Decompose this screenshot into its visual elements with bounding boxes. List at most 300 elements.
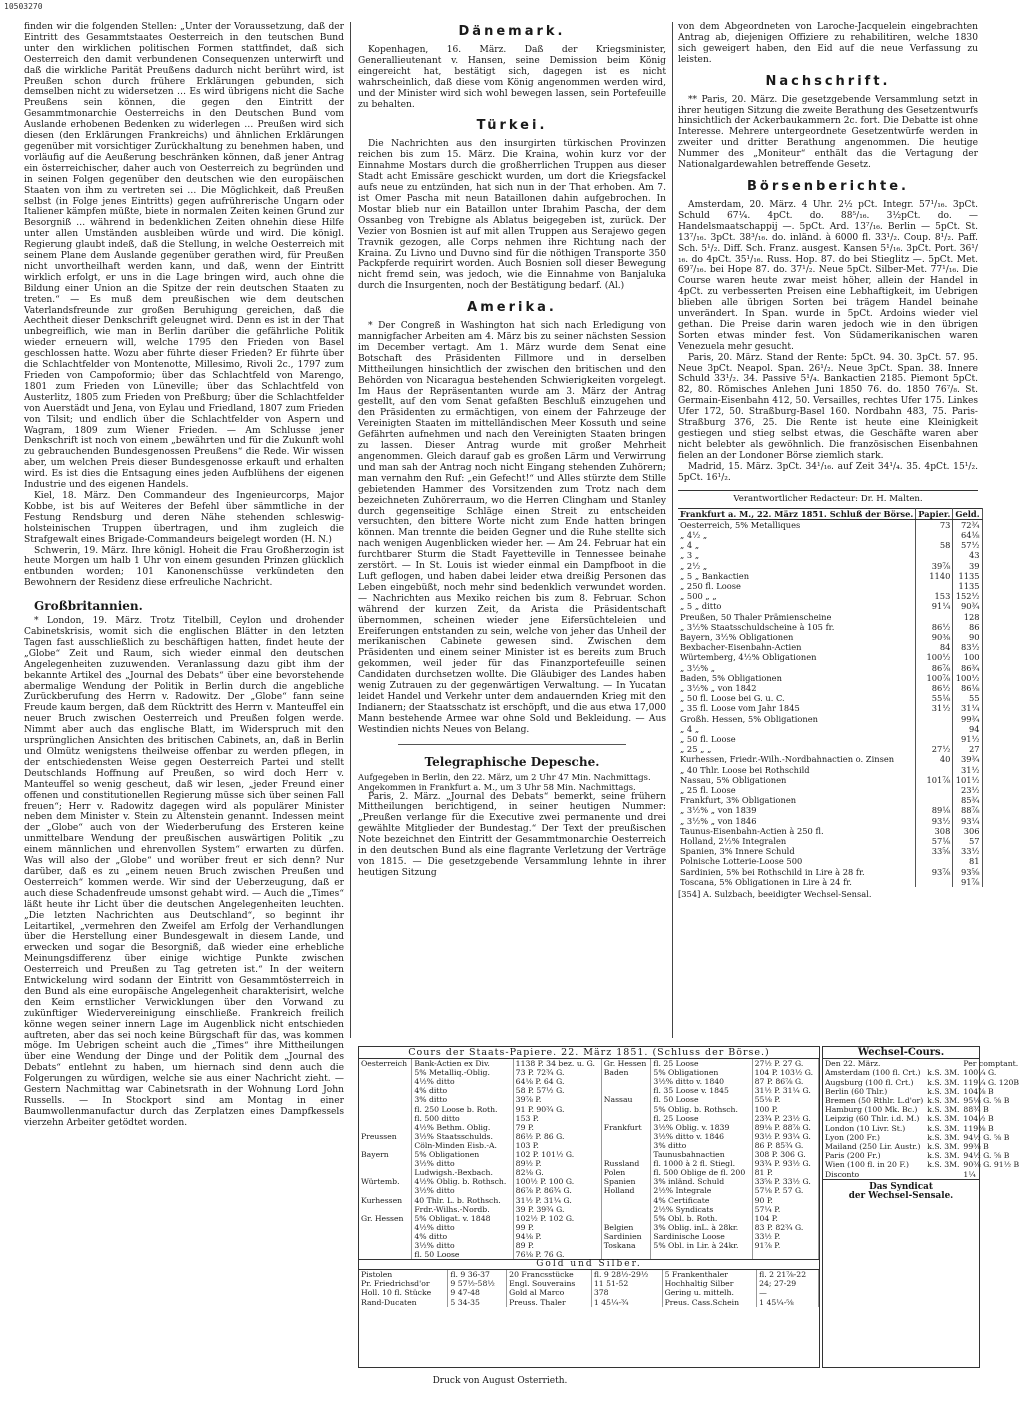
separator xyxy=(398,744,626,745)
table-cell: 93¼ xyxy=(953,816,982,826)
table-cell: fl. 1000 à 2 fl. Stiegl. xyxy=(651,1159,752,1168)
table-cell: 4% ditto xyxy=(412,1086,513,1095)
table-cell xyxy=(601,1077,651,1086)
table-cell: Nassau, 5% Obligationen xyxy=(678,775,916,785)
table-cell: 91¼ xyxy=(916,601,953,611)
table-title: Frankfurt a. M., 22. März 1851. Schluß der Börse. xyxy=(678,508,916,519)
table-cell xyxy=(752,1250,818,1259)
table-cell: — xyxy=(757,1288,819,1297)
table-cell: 27 xyxy=(953,744,982,754)
table-cell: Ludwigsh.-Bexbach. xyxy=(412,1168,513,1177)
section-heading-tuerkei: Türkei. xyxy=(476,118,548,134)
table-cell: 104 P. 103½ G. xyxy=(752,1068,818,1077)
table-cell: 33⅝ xyxy=(916,846,953,856)
printer-imprint: Druck von August Osterrieth. xyxy=(432,1376,568,1386)
table-cell: Spanien xyxy=(601,1177,651,1186)
table-cell xyxy=(916,530,953,540)
table-cell: 20 Francsstücke xyxy=(507,1270,592,1279)
table-cell: 31½ P. 31¼ G. xyxy=(513,1196,601,1205)
sensal-signature: [354] A. Sulzbach, beeidigter Wechsel-Sensal. xyxy=(678,889,872,900)
table-cell: 83 P. 82¾ G. xyxy=(752,1223,818,1232)
telegraph-received: Angekommen in Frankfurt a. M., um 3 Uhr 58 Min. Nachmittags. xyxy=(358,781,636,792)
table-row xyxy=(359,1250,819,1259)
table-row xyxy=(678,877,982,887)
table-row xyxy=(359,1059,819,1068)
table-cell: 5% Obl. in Lir. à 24kr. xyxy=(651,1241,752,1250)
table-cell: 86 xyxy=(953,622,982,632)
table-cell: Holland xyxy=(601,1186,651,1195)
column-rule xyxy=(672,22,673,1038)
table-cell: 64⅛ P. 64 G. xyxy=(513,1077,601,1086)
table-cell: 3½% ditto v. 1846 xyxy=(651,1132,752,1141)
table-cell: 5 Frankenthaler xyxy=(662,1270,757,1279)
table-cell: 76⅛ P. 76 G. xyxy=(513,1250,601,1259)
gold-silber-title: Gold und Silber. xyxy=(359,1259,819,1270)
table-row xyxy=(678,642,982,652)
table-cell: Sardinische Loose xyxy=(651,1232,752,1241)
table-cell: k.S. 3M. xyxy=(927,1114,960,1124)
table-row xyxy=(359,1205,819,1214)
table-cell: Belgien xyxy=(601,1223,651,1232)
table-cell: k.S. 3M. xyxy=(927,1105,960,1115)
table-cell: 1135 xyxy=(953,581,982,591)
table-cell: 88¾ B xyxy=(963,1105,989,1115)
article-paragraph: finden wir die folgenden Stellen: „Unter der Voraussetzung, daß der Eintritt des Gesammtstaates Oesterreich in den teutschen Bund unter den wirklichen politischen Formen stattfindet, daß sich Oesterreich den damit verbundenen Consequenzen unterwirft und daß die wirkliche Parität Preußens dadurch nicht berührt wird, ist Preußen schon durch frühere Erklärungen gebunden, sich demselben nicht zu widersetzen … Es wird übrigens nicht die Sache Preußens sein können, die gegen den Eintritt der Gesammtmonarchie Oesterreichs in den Deutschen Bund vom Auslande erhobenen Bedenken zu widerlegen … Preußen wird sich diesen (den Erklärungen Frankreichs) und ähnlichen Erklärungen gegenüber mit vorsichtiger Zurückhaltung zu benehmen haben, und vorläufig auf die Aeußerung beschränken können, daß jener Antrag ein österreichischer, daher auch von Oesterreich zu begründen und in seinen Folgen gegenüber den deutschen wie den europäischen Staaten von ihm zu vertreten sei … Die Möglichkeit, daß Preußen selbst (in Folge jenes Eintritts) gegen aufrührerische Ungarn oder Italiener kämpfen müßte, biete in normalen Zeiten keinen Grund zur Besorgniß … während in bedenklichen Zeiten ohnehin diese Hilfe unter allen Umständen ausbleiben würde und wird. Die königl. Regierung glaubt indeß, daß die Stellung, in welche Oesterreich mit seinem Plane dem Auslande gegenüber gerathen wird, für Preußen nicht unvortheilhaft werden kann, und daß, wenn der Eintritt wirklich erfolgt, er uns in die Lage bringen wird, auch ohne die Bildung einer Union an die Spitze der rein deutschen Staaten zu treten.“ — Es muß dem preußischen wie dem deutschen Vaterlandsfreunde zur großen Beruhigung gereichen, daß die Aechtheit dieser Denkschrift geleugnet wird. Denn es ist in der That unbegreiflich, wie man in Berlin darüber die gefährliche Politik wieder erneuern will, welche 1795 den Frieden von Basel geschlossen hatte. Wozu aber führte dieser Frieden? Er führte über die Schlachtfelder von Montenotte, Millesimo, Rivoli 2c., 1797 zum Frieden von Campoformio; über das Schlachtfeld von Marengo, 1801 zum Frieden von Lüneville; über das Schlachtfeld von Austerlitz, 1805 zum Frieden von Preßburg; über die Schlachtfelder von Auerstädt und Jena, von Eylau und Friedland, 1807 zum Frieden von Tilsit; und endlich über die Schlachtfelder von Aspern und Wagram, 1809 zum Wiener Frieden. — Am Schlusse jener Denkschrift ist noch von einem „bewährten und für die Zukunft wohl zu gebrauchenden Bundesgenossen Preußens“ die Rede. Wir wissen aber, um welchen Preis dieser Bundesgenosse erkauft und erhalten wird. Es ist dies die Entsagung eines jeden Aufblühens der eigenen Industrie und des eigenen Handels. xyxy=(24,22,344,491)
table-row xyxy=(678,622,982,632)
table-cell: 33⅝ P. 33½ G. xyxy=(752,1177,818,1186)
table-cell: Paris (200 Fr.) xyxy=(825,1151,881,1161)
table-cell: k.S. 3M. xyxy=(927,1142,960,1152)
table-cell: 1140 xyxy=(916,571,953,581)
table-cell: 90 xyxy=(953,632,982,642)
table-row xyxy=(359,1168,819,1177)
table-cell: Russland xyxy=(601,1159,651,1168)
table-cell: 4½% Oblig. b. Rothsch. xyxy=(412,1177,513,1186)
table-cell xyxy=(601,1086,651,1095)
table-cell: 58 P. 57½ G. xyxy=(513,1086,601,1095)
section-heading-boersenberichte: Börsenberichte. xyxy=(747,178,909,194)
table-row xyxy=(678,826,982,836)
table-cell: Mailand (250 Lir. Austr.) xyxy=(825,1142,921,1152)
table-cell: „ 25 fl. Loose xyxy=(678,785,916,795)
table-cell: 94 xyxy=(953,724,982,734)
table-row xyxy=(823,1142,1021,1151)
table-cell: 3½% ditto v. 1840 xyxy=(651,1077,752,1086)
table-cell: 31½ xyxy=(916,703,953,713)
table-cell: 5% Obligationen xyxy=(412,1150,513,1159)
table-row xyxy=(359,1105,819,1114)
table-cell: „ 5 „ ditto xyxy=(678,601,916,611)
table-row xyxy=(359,1288,819,1297)
column-rule xyxy=(350,22,351,1038)
table-cell: 86⅞ xyxy=(916,663,953,673)
table-cell: Pistolen xyxy=(359,1270,448,1279)
table-row xyxy=(678,765,982,775)
table-cell: 4½% Bethm. Oblig. xyxy=(412,1123,513,1132)
table-cell: 101½ xyxy=(953,775,982,785)
article-kopenhagen: Kopenhagen, 16. März. Daß der Kriegsminister, Generallieutenant v. Hansen, seine Demission beim König eingereicht hat, bestätigt sich, dagegen ist es nicht wahrscheinlich, daß diese vom König angenommen werden wird, und der Minister wird sich wohl bewegen lassen, sein Portefeuille zu behalten. xyxy=(358,45,666,110)
table-row xyxy=(359,1114,819,1123)
table-cell: Amsterdam (100 fl. Crt.) xyxy=(825,1068,921,1078)
table-row xyxy=(678,714,982,724)
table-cell: 1 45¼-⅝ xyxy=(757,1298,819,1307)
table-row xyxy=(359,1298,819,1307)
table-cell: 55⅛ xyxy=(916,693,953,703)
table-cell: Toskana xyxy=(601,1241,651,1250)
table-cell: k.S. 3M. xyxy=(927,1096,960,1106)
table-cell: fl. 35 Loose v. 1845 xyxy=(651,1086,752,1095)
table-cell: Preussen xyxy=(359,1132,412,1141)
table-cell: Gering u. mittelh. xyxy=(662,1288,757,1297)
table-row xyxy=(678,846,982,856)
table-cell xyxy=(651,1250,752,1259)
table-cell xyxy=(916,856,953,866)
table-cell: 86½ xyxy=(916,683,953,693)
table-row xyxy=(678,836,982,846)
wechsel-date: Den 22. März. xyxy=(825,1059,881,1069)
table-cell xyxy=(916,877,953,887)
article-continuation: von dem Abgeordneten von Laroche-Jacquelein eingebrachten Antrag ab, diejenigen Offiziere zu rehabilitiren, welche 1830 sich geweigert haben, den Eid auf die neue Verfassung zu leisten. xyxy=(678,22,978,65)
table-cell: 90⅜ G. 91½ B xyxy=(963,1160,1020,1170)
table-cell: 102 P. 101½ G. xyxy=(513,1150,601,1159)
table-cell xyxy=(359,1123,412,1132)
table-cell: 64⅛ xyxy=(953,530,982,540)
table-row xyxy=(678,816,982,826)
table-row xyxy=(678,785,982,795)
table-cell: Polnische Lotterie-Loose 500 xyxy=(678,856,916,866)
table-row xyxy=(678,754,982,764)
table-header xyxy=(678,508,982,519)
table-cell: 89 P. xyxy=(513,1241,601,1250)
table-cell: k.S. 3M. xyxy=(927,1151,960,1161)
table-cell: 94⅛ P. xyxy=(513,1232,601,1241)
table-row xyxy=(678,795,982,805)
table-cell: Oesterreich, 5% Metalliques xyxy=(678,519,916,530)
table-cell: 57⅛ P. 57 G. xyxy=(752,1186,818,1195)
table-cell: 86 P. 85¾ G. xyxy=(752,1141,818,1150)
table-cell: 93⅝ xyxy=(953,867,982,877)
table-cell: 31½ P. 31¼ G. xyxy=(752,1086,818,1095)
table-cell: Würtemb. xyxy=(359,1177,412,1186)
table-cell: „ 2½ „ xyxy=(678,561,916,571)
table-cell: 99⅜ B xyxy=(963,1142,989,1152)
table-cell: Taunusbahnactien xyxy=(651,1150,752,1159)
table-cell xyxy=(359,1114,412,1123)
table-cell: 153 xyxy=(916,591,953,601)
table-cell: 57⅛ xyxy=(916,836,953,846)
table-cell: fl. 500 ditto xyxy=(412,1114,513,1123)
table-cell xyxy=(601,1132,651,1141)
article-schwerin: Schwerin, 19. März. Ihre königl. Hoheit die Frau Großherzogin ist heute Morgen um halb 1 Uhr von einem gesunden Prinzen glücklich entbunden worden; 101 Kanonenschüsse verkündeten den Bewohnern der Residenz diese erfreuliche Nachricht. xyxy=(24,545,344,589)
table-cell: Bank-Actien ex Div. xyxy=(412,1059,513,1068)
disconto-row xyxy=(823,1170,1021,1179)
table-cell: 94½ G. ⅝ B xyxy=(963,1151,1010,1161)
table-cell: 5% Obligationen xyxy=(651,1068,752,1077)
table-cell: 3% inländ. Schuld xyxy=(651,1177,752,1186)
table-cell: 85¾ xyxy=(953,795,982,805)
editor-line: Verantwortlicher Redacteur: Dr. H. Malten. xyxy=(678,490,978,504)
table-cell: 83½ xyxy=(953,642,982,652)
table-cell: Bremen (50 Rthlr. L.d'or) xyxy=(825,1096,924,1106)
table-cell: 23½ xyxy=(953,785,982,795)
table-cell: Hochhaltig Silber xyxy=(662,1279,757,1288)
table-cell: 5% Oblig. b. Rothsch. xyxy=(651,1105,752,1114)
table-cell: k.S. 3M. xyxy=(927,1132,960,1142)
table-row xyxy=(823,1078,1021,1087)
table-row xyxy=(359,1241,819,1250)
table-cell: 81 xyxy=(953,856,982,866)
article-nachschrift: ** Paris, 20. März. Die gesetzgebende Versammlung setzt in ihrer heutigen Sitzung die zweite Berathung des Gesetzentwurfs hinsichtlich der Ackerbaukammern 2c. fort. Die Debatte ist ohne Interesse. Mehrere untergeordnete Gesetzentwürfe werden in zweiter und dritter Berathung angenommen. Die heutige Nummer des „Moniteur“ enthält das die Vertagung der Nationalgardewahlen betreffende Gesetz. xyxy=(678,94,978,171)
table-cell: 119¼ G. 120B xyxy=(963,1077,1020,1087)
table-cell: Bayern, 3½% Obligationen xyxy=(678,632,916,642)
table-cell: 94½ G. ⅝ B xyxy=(963,1132,1010,1142)
table-cell: Hamburg (100 Mk. Bc.) xyxy=(825,1105,918,1115)
table-cell xyxy=(916,714,953,724)
table-cell: 119⅜ B xyxy=(963,1123,994,1133)
table-cell: 86½ xyxy=(916,622,953,632)
table-row xyxy=(678,744,982,754)
table-cell: 102½ P. 102 G. xyxy=(513,1214,601,1223)
table-row xyxy=(678,550,982,560)
table-cell: 103 P. xyxy=(513,1141,601,1150)
cours-title: Cours der Staats-Papiere. 22. März 1851. (Schluss der Börse.) xyxy=(359,1047,819,1059)
wechsel-title: Wechsel-Cours. xyxy=(823,1047,979,1059)
table-cell xyxy=(601,1114,651,1123)
table-cell: 43 xyxy=(953,550,982,560)
table-cell: 99 P. xyxy=(513,1223,601,1232)
table-cell: Frankfurt xyxy=(601,1123,651,1132)
table-cell: Frdr.-Wilhs.-Nordb. xyxy=(412,1205,513,1214)
table-cell: 93½ P. 93¼ G. xyxy=(752,1132,818,1141)
table-cell: 5% Obl. b. Roth. xyxy=(651,1214,752,1223)
table-cell: 4% ditto xyxy=(412,1232,513,1241)
table-cell: 81 P. xyxy=(752,1168,818,1177)
disconto-label: Disconto xyxy=(825,1169,860,1179)
table-cell: 100½ xyxy=(916,652,953,662)
table-row xyxy=(678,591,982,601)
table-cell: 40 Thlr. L. b. Rothsch. xyxy=(412,1196,513,1205)
table-cell: 1138 P. 34 bez. u. G. xyxy=(513,1059,601,1068)
table-cell: 3½% ditto xyxy=(412,1241,513,1250)
table-cell: 9 57½-58½ xyxy=(448,1279,507,1288)
table-cell: fl. 50 Loose xyxy=(651,1095,752,1104)
table-row xyxy=(678,601,982,611)
column-2 xyxy=(358,22,666,1038)
table-cell: London (10 Livr. St.) xyxy=(825,1123,906,1133)
table-cell: fl. 25 Loose xyxy=(651,1059,752,1068)
table-cell: Kurhessen xyxy=(359,1196,412,1205)
col-header-papier: Papier. xyxy=(916,508,953,519)
table-row xyxy=(359,1068,819,1077)
table-cell: Leipzig (60 Thlr. i.d. M.) xyxy=(825,1114,920,1124)
article-kiel: Kiel, 18. März. Den Commandeur des Ingenieurcorps, Major Kobbe, ist bis auf Weiteres der Befehl über sämmtliche in der Festung Rendsburg und deren Nähe stehenden schleswig-holsteinischen Truppen übertragen, und ihm zugleich die Strafgewalt eines Brigade-Commandeurs beigelegt worden (H. N.) xyxy=(24,490,344,545)
table-cell: 39⅞ P. xyxy=(513,1095,601,1104)
table-row xyxy=(823,1160,1021,1169)
table-cell: 89⅛ xyxy=(916,805,953,815)
table-cell: k.S. 3M. xyxy=(927,1123,960,1133)
table-cell: 39 xyxy=(953,561,982,571)
table-row xyxy=(678,683,982,693)
table-cell: „ 4 „ xyxy=(678,540,916,550)
table-cell: 91⅞ P. xyxy=(752,1241,818,1250)
table-cell: fl. 25 Loose xyxy=(651,1114,752,1123)
table-cell: 101⅞ xyxy=(916,775,953,785)
table-cell: 23¾ P. 23½ G. xyxy=(752,1114,818,1123)
table-cell xyxy=(601,1250,651,1259)
table-cell: 3½% Oblig. v. 1839 xyxy=(651,1123,752,1132)
table-row xyxy=(678,805,982,815)
table-row xyxy=(678,540,982,550)
table-row xyxy=(678,632,982,642)
table-cell xyxy=(359,1205,412,1214)
table-cell: 57¼ P. xyxy=(752,1205,818,1214)
table-cell: 39 P. 39¾ G. xyxy=(513,1205,601,1214)
section-heading-nachschrift: Nachschrift. xyxy=(765,73,891,89)
table-row xyxy=(359,1150,819,1159)
table-cell: 27½ P. 27 G. xyxy=(752,1059,818,1068)
table-cell xyxy=(359,1168,412,1177)
table-cell: 93½ xyxy=(916,816,953,826)
disconto-value: 1¼ xyxy=(963,1169,976,1179)
table-cell: Preus. Cass.Schein xyxy=(662,1298,757,1307)
table-cell xyxy=(916,612,953,622)
table-cell: 152½ xyxy=(953,591,982,601)
table-cell: Gr. Hessen xyxy=(359,1214,412,1223)
cours-rows xyxy=(359,1059,819,1259)
table-cell: fl. 250 Loose b. Roth. xyxy=(412,1105,513,1114)
table-cell: Bayern xyxy=(359,1150,412,1159)
table-cell xyxy=(359,1086,412,1095)
table-cell: 91 P. 90¾ G. xyxy=(513,1105,601,1114)
table-cell: 308 xyxy=(916,826,953,836)
section-heading-grossbritannien: Großbritannien. xyxy=(34,599,143,614)
table-cell: 100 P. xyxy=(752,1105,818,1114)
table-cell: Engl. Souverains xyxy=(507,1279,592,1288)
table-row xyxy=(359,1186,819,1195)
table-cell: 3% ditto xyxy=(412,1095,513,1104)
table-cell: 88⅞ xyxy=(953,805,982,815)
table-cell: 104 P. xyxy=(752,1214,818,1223)
table-cell xyxy=(601,1150,651,1159)
table-cell: 2½% Syndicats xyxy=(651,1205,752,1214)
table-cell: 104⅞ B xyxy=(963,1086,994,1096)
article-amerika: * Der Congreß in Washington hat sich nach Erledigung von mannigfacher Arbeiten am 4. März bis zu seiner nächsten Session im December vertagt. Am 1. März wurde dem Senat eine Botschaft des Präsidenten Fillmore und in derselben Mittheilungen hinsichtlich der zwischen den britischen und den Behörden von Nicaragua bestehenden Schwierigkeiten vorgelegt. Im Haus der Repräsentanten wurde am 3. März der Antrag gestellt, auf den vom Senat gefaßten Beschluß einzugehen und den Präsidenten zu ermächtigen, von einem der Fahrzeuge der Vereinigten Staaten im mittelländischen Meer Kossuth und seine Gefährten aufnehmen und nach den Vereinigten Staaten bringen zu lassen. Dieser Antrag wurde mit großer Mehrheit angenommen. Gleich darauf gab es großen Lärm und Verwirrung und man sah der Antrag noch nicht Eingang stehenden Zuhörern; man vernahm den Ruf: „ein Gefecht!“ und Alles stürzte dem Stille gebietenden Hammer des Vorsitzenden zum Trotz nach dem bezeichneten Zuhörerraum, wo die Herren Clingham und Stanley durch gegenseitige Schläge einen Streit zu entscheiden versuchten, den bittere Worte nicht zum Ende hatten bringen können. Man trennte die beiden Gegner und die Ruhe stellte sich nach wenigen Augenblicken wieder her. — Am 24. Februar hat ein furchtbarer Sturm die Stadt Fayetteville in Tennessee beinahe zerstört. — In St. Louis ist wieder einmal ein Dampfboot in die Luft geflogen, und haben dabei leider etwa dreißig Personen das Leben eingebüßt, noch mehr sind bedenklich verwundet worden. — Nachrichten aus Mexiko reichen bis zum 8. Februar. Schon während der kurzen Zeit, da Arista die Präsidentschaft übernommen, scheinen wieder jene Eifersüchteleien und Ereiferungen entstanden zu sein, welche von jeher das Unheil der merikanischen Cabinete gewesen sind. Zwischen dem Präsidenten und einem seiner Minister ist es bereits zum Bruch gekommen, weil jeder für das Finanzportefeuille seinen Candidaten durchsetzen wollte. Die Gläubiger des Landes haben wenig Zutrauen zu der gegenwärtigen Verwaltung. — In Yucatan leidet Handel und Verkehr unter dem andauernden Krieg mit den Indianern; der Staatsschatz ist erschöpft, und die aus etwa 17,000 Mann bestehende Armee war ohne Sold und Bekleidung. — Aus Westindien nichts Neues von Belang. xyxy=(358,321,666,735)
table-cell xyxy=(916,724,953,734)
table-cell: „ 3½% „ xyxy=(678,663,916,673)
market-paris: Paris, 20. März. Stand der Rente: 5pCt. 94. 30. 3pCt. 57. 95. Neue 3pCt. Neapol. Span. 26¹/₂. Neue 3pCt. Span. 38. Innere Schuld 33¹/₂. 34. Passive 5¹/₄. Bankactien 2185. Piemont 5pCt. 82, 80. Römisches Anlehen Juni 1850 76. do. 1850 76⁷/₈. St. Germain-Eisenbahn 412, 50. Versailles, rechtes Ufer 175. Linkes Ufer 172, 50. Straßburg-Basel 160. Nordbahn 483, 75. Paris-Straßburg 376, 25. Die Rente ist heute eine Kleinigkeit gestiegen und stieg selbst etwas, die Geschäfte waren aber nicht belebter als gewöhnlich. Die französischen Eisenbahnen fielen an der Londoner Börse ziemlich stark. xyxy=(678,352,978,461)
table-cell: 90¾ xyxy=(953,601,982,611)
table-cell: k.S. 3M. xyxy=(927,1086,960,1096)
table-cell: fl. 2 21⅞-22 xyxy=(757,1270,819,1279)
table-row xyxy=(678,612,982,622)
table-cell: 11 51-52 xyxy=(591,1279,662,1288)
table-cell: Rand-Ducaten xyxy=(359,1298,448,1307)
table-cell: 33½ xyxy=(953,846,982,856)
table-cell xyxy=(601,1105,651,1114)
table-cell: 27½ xyxy=(916,744,953,754)
table-cell: „ 25 „ „ xyxy=(678,744,916,754)
table-cell: 99¾ xyxy=(953,714,982,724)
table-cell: Holl. 10 fl. Stücke xyxy=(359,1288,448,1297)
syndicat xyxy=(823,1179,979,1201)
table-cell: 3% ditto xyxy=(651,1141,752,1150)
table-cell: Cöln-Minden Eisb.-A. xyxy=(412,1141,513,1150)
table-cell: 55⅛ P. xyxy=(752,1095,818,1104)
table-cell: 58 xyxy=(916,540,953,550)
table-cell: 306 xyxy=(953,826,982,836)
table-row xyxy=(678,856,982,866)
table-cell: 100 xyxy=(953,652,982,662)
table-cell: 100¼ G. xyxy=(963,1068,997,1078)
table-row xyxy=(678,519,982,530)
table-cell: 5% Obligat. v. 1848 xyxy=(412,1214,513,1223)
table-cell: 86⅞ P. 86¾ G. xyxy=(513,1186,601,1195)
table-cell xyxy=(601,1196,651,1205)
table-cell xyxy=(359,1095,412,1104)
table-row xyxy=(678,571,982,581)
table-cell xyxy=(601,1205,651,1214)
table-row xyxy=(823,1068,1021,1077)
telegraph-sent: Aufgegeben in Berlin, den 22. März, um 2 Uhr 47 Min. Nachmittags. xyxy=(358,771,651,782)
table-cell: 89⅛ P. 88⅞ G. xyxy=(752,1123,818,1132)
table-cell: Nassau xyxy=(601,1095,651,1104)
table-row xyxy=(678,581,982,591)
table-cell: 31½ xyxy=(953,765,982,775)
table-cell: Berlin (60 Thlr.) xyxy=(825,1086,888,1096)
table-cell xyxy=(359,1068,412,1077)
table-cell: 40 xyxy=(916,754,953,764)
table-cell: „ 3 „ xyxy=(678,550,916,560)
table-cell: 100⅞ xyxy=(916,673,953,683)
table-row xyxy=(678,734,982,744)
table-row xyxy=(823,1087,1021,1096)
table-cell: Spanien, 3% Innere Schuld xyxy=(678,846,916,856)
table-cell: 3% Oblig. inL. à 28kr. xyxy=(651,1223,752,1232)
table-cell: 82⅛ G. xyxy=(513,1168,601,1177)
wechsel-rows xyxy=(823,1059,1021,1179)
section-heading-telegraph: Telegraphische Depesche. xyxy=(424,754,600,769)
table-row xyxy=(678,703,982,713)
syndicat-line-1: Das Syndicat xyxy=(869,1181,933,1192)
table-cell: 93⅞ xyxy=(916,867,953,877)
table-row xyxy=(359,1086,819,1095)
table-row xyxy=(678,867,982,877)
table-cell: 55 xyxy=(953,693,982,703)
table-cell: Gr. Hessen xyxy=(601,1059,651,1068)
table-cell: fl. 9 28½-29½ xyxy=(591,1270,662,1279)
table-cell: 73 xyxy=(916,519,953,530)
table-cell: 39¾ xyxy=(953,754,982,764)
table-cell: Oesterreich xyxy=(359,1059,412,1068)
table-cell: 3½% Staatsschulds. xyxy=(412,1132,513,1141)
column-1 xyxy=(24,22,344,1370)
table-cell: „ 500 „ „ xyxy=(678,591,916,601)
table-cell: fl. 500 Oblige de fl. 200 xyxy=(651,1168,752,1177)
table-cell: 1135 xyxy=(953,571,982,581)
wechsel-per: Per comptant. xyxy=(963,1059,1019,1069)
table-cell: Frankfurt, 3% Obligationen xyxy=(678,795,916,805)
table-cell xyxy=(359,1105,412,1114)
table-row xyxy=(359,1095,819,1104)
table-row xyxy=(678,673,982,683)
table-cell: 5% Metalliq.-Oblig. xyxy=(412,1068,513,1077)
table-cell: 91⅞ xyxy=(953,877,982,887)
table-cell: Bexbacher-Eisenbahn-Actien xyxy=(678,642,916,652)
table-cell: 9 47-48 xyxy=(448,1288,507,1297)
table-row xyxy=(678,724,982,734)
table-cell xyxy=(916,550,953,560)
table-cell: „ 3½% „ von 1846 xyxy=(678,816,916,826)
